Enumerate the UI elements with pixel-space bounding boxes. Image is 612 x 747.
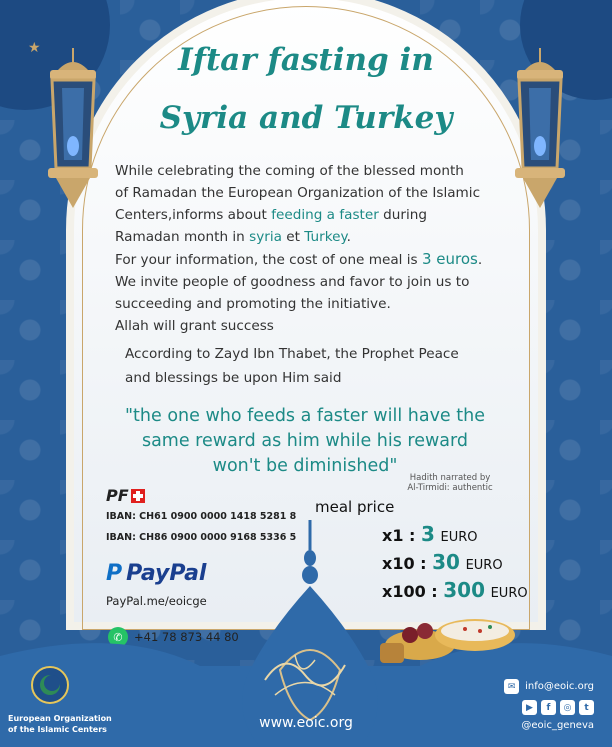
paypal-p-icon: P [106,561,123,586]
intro-line: We invite people of goodness and favor to join us to [115,274,470,290]
highlight-cost: 3 euros [421,250,478,268]
swiss-cross-icon [131,489,145,503]
email-contact[interactable] [504,679,594,694]
social-handle: @eoic_geneva [521,720,594,731]
org-line: of the Islamic Centers [8,725,107,734]
title-line-2: Syria and Turkey [159,100,453,136]
quote-line: same reward as him while his reward [141,431,469,451]
calligraphy-icon [255,640,355,710]
quote-line: won't be diminished" [212,456,398,476]
food-illustration [380,605,520,665]
intro-text [115,160,515,337]
mosque-dome-icon [230,520,390,747]
iban-2: IBAN: CH86 0900 0000 9168 5336 5 [106,532,297,543]
highlight-turkey: Turkey [304,229,347,245]
youtube-icon[interactable]: ▶ [522,700,537,715]
hadith-source [400,473,500,493]
iban-1: IBAN: CH61 0900 0000 1418 5281 8 [106,511,297,522]
whatsapp-icon: ✆ [108,627,128,647]
price-row: x1 : 3 EURO [382,522,478,546]
paypal-link[interactable]: PayPal.me/eoicge [106,594,207,608]
intro-line: Ramadan month in syria et Turkey. [115,229,351,245]
price-row: x10 : 30 EURO [382,550,503,574]
price-row: x100 : 300 EURO [382,578,528,602]
intro-line: While celebrating the coming of the blessed month [115,163,464,179]
eoic-logo-icon [30,665,70,705]
hadith-source-line: Hadith narrated by [409,473,491,483]
hadith-source-line: Al-Tirmidi: authentic [407,483,493,493]
email-icon: ✉ [504,679,519,694]
intro-line: succeeding and promoting the initiative. [115,296,391,312]
website-link[interactable]: www.eoic.org [259,715,353,731]
quote-intro-line: and blessings be upon Him said [125,370,342,386]
facebook-icon[interactable]: f [541,700,556,715]
quote-intro-line: According to Zayd Ibn Thabet, the Prophet Peace [125,346,459,362]
intro-line: Allah will grant success [115,318,274,334]
phone-number: +41 78 873 44 80 [134,630,239,644]
instagram-icon[interactable]: ◎ [560,700,575,715]
twitter-icon[interactable]: t [579,700,594,715]
title-line-1: Iftar fasting in [178,42,434,78]
org-line: European Organization [8,714,112,723]
email-text: info@eoic.org [525,681,594,692]
highlight-syria: syria [249,229,282,245]
intro-line: For your information, the cost of one meal is 3 euros. [115,250,483,268]
star-icon: ★ [28,40,41,56]
hadith-quote [110,404,500,479]
intro-line: of Ramadan the European Organization of the Islamic [115,185,481,201]
social-icons [522,700,594,715]
quote-intro [125,342,485,390]
quote-line: "the one who feeds a faster will have the [125,406,485,426]
paypal-logo: P PayPal [106,561,207,586]
highlight-feeding: feeding a faster [271,207,379,223]
postfinance-logo: PF [106,486,145,505]
meal-price-title: meal price [315,498,395,516]
intro-line: Centers,informs about feeding a faster during [115,207,428,223]
